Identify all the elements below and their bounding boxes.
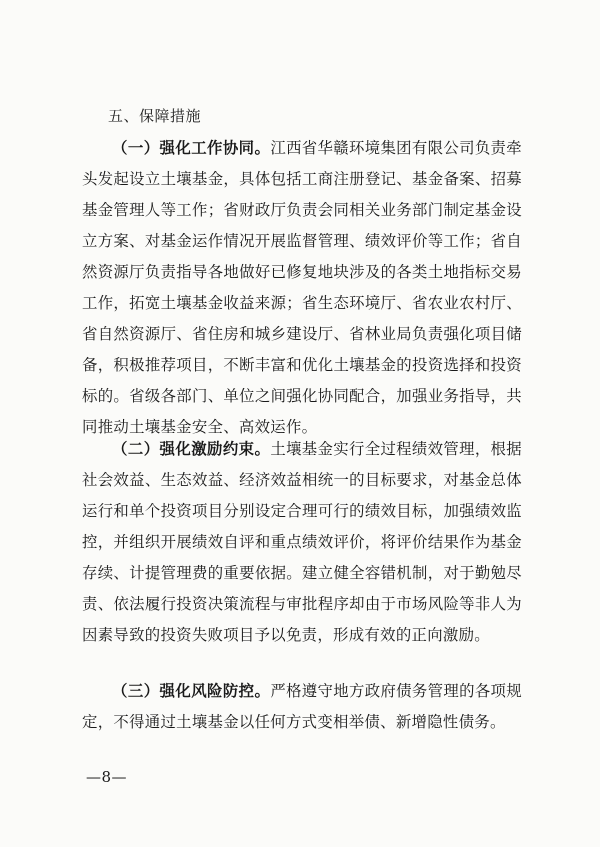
paragraph-body: 土壤基金实行全过程绩效管理，根据社会效益、生态效益、经济效益相统一的目标要求，对基金总体运行和单个投资项目分别设定合理可行的绩效目标，加强绩效监控，并组织开展绩效自评和重点绩效评价，将评价结果作为基金存续、计提管理费的重要依据。建立健全容错机制，对于勤勉尽责、依法履行投资决策流程与审批程序却由于市场风险等非人为因素导致的投资失败项目予以免责，形成有效的正向激励。 [82, 440, 522, 644]
paragraph-body: 江西省华赣环境集团有限公司负责牵头发起设立土壤基金，具体包括工商注册登记、基金备案、招募基金管理人等工作；省财政厅负责会同相关业务部门制定基金设立方案、对基金运作情况开展监督管理、绩效评价等工作；省自然资源厅负责指导各地做好已修复地块涉及的各类土地指标交易工作，拓宽土壤基金收益来源；省生态环境厅、省农业农村厅、省自然资源厅、省住房和城乡建设厅、省林业局负责强化项目储备，积极推荐项目，不断丰富和优化土壤基金的投资选择和投资标的。省级各部门、单位之间强化协同配合，加强业务指导，共同推动土壤基金安全、高效运作。 [82, 139, 522, 436]
paragraph-heading: （一）强化工作协同。 [112, 139, 271, 157]
page-number: —8— [86, 768, 128, 786]
paragraph-heading: （三）强化风险防控。 [112, 682, 271, 700]
paragraph-work-coordination [82, 133, 522, 443]
paragraph-body: 严格遵守地方政府债务管理的各项规定，不得通过土壤基金以任何方式变相举债、新增隐性债务。 [82, 682, 522, 731]
section-heading: 五、保障措施 [108, 107, 202, 125]
paragraph-risk-control [82, 676, 522, 738]
paragraph-heading: （二）强化激励约束。 [112, 440, 271, 458]
paragraph-incentive-constraint [82, 434, 522, 651]
